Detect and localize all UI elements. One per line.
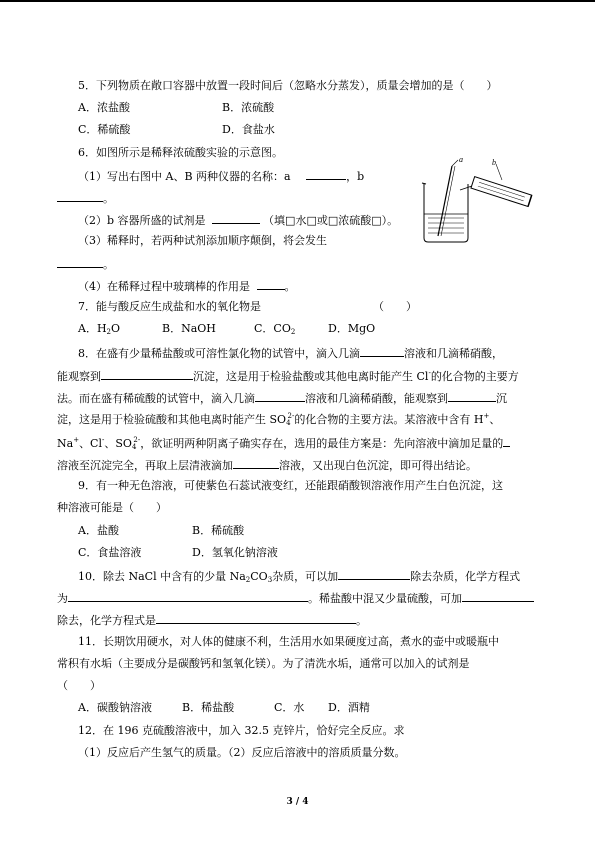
- q7-stem: 7．能与酸反应生成盐和水的氧化物是: [78, 300, 261, 313]
- beaker-icon: [424, 184, 468, 242]
- q6-part3: （3）稀释时，若两种试剂添加顺序颠倒，将会发生: [78, 234, 327, 247]
- q6-part3-cont: 。: [57, 256, 114, 272]
- q6-part2: （2）b 容器所盛的试剂是 （填□水□或□浓硫酸□）。: [78, 214, 399, 227]
- q6-part1-cont: 。: [57, 190, 114, 206]
- q7-option-a: A．$H_2O$: [78, 322, 121, 336]
- q5-option-d: D．食盐水: [222, 123, 275, 136]
- top-border-line: [0, 0, 595, 2]
- q8-line5: Na+、Cl-、$SO_4^{2-}$，欲证明两种阴离子确实存在，选用的最佳方案是：先向溶液中滴加足量的: [57, 435, 510, 451]
- q11-option-b: B．稀盐酸: [182, 701, 235, 714]
- q10-line2: 为 。稀盐酸中混又少量硫酸，可加: [57, 590, 534, 606]
- blank-q8-3[interactable]: [255, 390, 305, 402]
- blank-q8-2[interactable]: [101, 368, 193, 380]
- cylinder-icon: [471, 177, 532, 207]
- blank-q6-a[interactable]: [306, 168, 346, 180]
- fig-label-a: a: [459, 156, 463, 164]
- q7-option-b: B．NaOH: [162, 322, 216, 335]
- q8-line3: 法。而在盛有稀硫酸的试管中，滴入几滴 溶液和几滴稀硝酸，能观察到 沉: [57, 392, 507, 405]
- fig-label-b: b: [492, 158, 496, 167]
- q7-option-d: D．MgO: [328, 322, 376, 335]
- q8-line2: 能观察到 沉淀，这是用于检验盐酸或其他电离时能产生 Cl-的化合物的主要方: [57, 369, 519, 383]
- q8-line1: 8．在盛有少量稀盐酸或可溶性氯化物的试管中，滴入几滴 溶液和几滴稀硝酸，: [78, 347, 503, 360]
- q9-option-d: D．氢氧化钠溶液: [192, 546, 278, 559]
- q6-part4: （4）在稀释过程中玻璃棒的作用是 。: [78, 280, 296, 293]
- q9-line2: 种溶液可能是（ ）: [57, 501, 167, 514]
- blank-q10-1[interactable]: [338, 568, 410, 580]
- q6-stem: 6．如图所示是稀释浓硫酸实验的示意图。: [78, 146, 283, 159]
- q11-option-a: A．碳酸钠溶液: [78, 701, 152, 714]
- q6-part1-text: （1）写出右图中 A、B 两种仪器的名称：a: [78, 170, 291, 183]
- glass-rod-icon: [438, 166, 452, 236]
- q6-part1-b-text: ，b: [346, 170, 365, 183]
- q6-part1: [78, 168, 364, 184]
- q11-line1: 11．长期饮用硬水，对人体的健康不利，生活用水如果硬度过高，煮水的壶中或暖瓶中: [78, 635, 499, 648]
- blank-q6-reagent[interactable]: [212, 212, 260, 224]
- q9-option-b: B．稀硫酸: [192, 524, 245, 537]
- blank-q6-b[interactable]: [57, 190, 103, 202]
- q5-option-c: C．稀硫酸: [78, 123, 131, 136]
- blank-q8-4[interactable]: [448, 390, 496, 402]
- q7-paren: （ ）: [373, 300, 417, 313]
- blank-q6-rod[interactable]: [257, 278, 285, 290]
- blank-q10-4[interactable]: [156, 612, 356, 624]
- blank-q10-2[interactable]: [68, 590, 308, 602]
- blank-q8-5[interactable]: [503, 435, 510, 447]
- q5-option-b: B．浓硫酸: [222, 101, 275, 114]
- q11-line2: 常积有水垢（主要成分是碳酸钙和氢氧化镁）。为了清洗水垢，通常可以加入的试剂是: [57, 657, 470, 670]
- blank-q10-3[interactable]: [462, 590, 534, 602]
- q11-option-d: D．酒精: [328, 701, 370, 714]
- dilution-diagram: [412, 156, 542, 246]
- q10-line3: 除去，化学方程式是 。: [57, 614, 367, 627]
- q5-option-a: A．浓盐酸: [78, 101, 130, 114]
- blank-q6-consequence[interactable]: [57, 256, 103, 268]
- q12-line2: （1）反应后产生氢气的质量。（2）反应后溶液中的溶质质量分数。: [78, 746, 406, 759]
- page-number: 3 / 4: [286, 797, 309, 807]
- q11-line3: （ ）: [57, 679, 101, 692]
- q11-option-c: C．水: [274, 701, 305, 714]
- q5-stem: 5．下列物质在敞口容器中放置一段时间后（忽略水分蒸发），质量会增加的是（ ）: [78, 79, 498, 92]
- blank-q8-1[interactable]: [360, 345, 404, 357]
- q9-option-c: C．食盐溶液: [78, 546, 142, 559]
- q8-line4: 淀，这是用于检验硫酸和其他电离时能产生 $SO_4^{2-}$的化合物的主要方法。某溶液中含有 H+、: [57, 412, 501, 427]
- q9-option-a: A．盐酸: [78, 524, 119, 537]
- q10-line1: 10．除去 NaCl 中含有的少量 $Na_2CO_3$杂质，可以加 除去杂质，化学方程式: [78, 570, 521, 584]
- q12-line1: 12．在 196 克硫酸溶液中，加入 32.5 克锌片，恰好完全反应。求: [78, 724, 405, 737]
- blank-q8-6[interactable]: [233, 457, 279, 469]
- q7-option-c: C．$CO_2$: [254, 322, 296, 336]
- q8-line6: 溶液至沉淀完全，再取上层清液滴加 溶液，又出现白色沉淀，即可得出结论。: [57, 459, 477, 472]
- q9-line1: 9．有一种无色溶液，可使紫色石蕊试液变红，还能跟硝酸钡溶液作用产生白色沉淀，这: [78, 479, 503, 492]
